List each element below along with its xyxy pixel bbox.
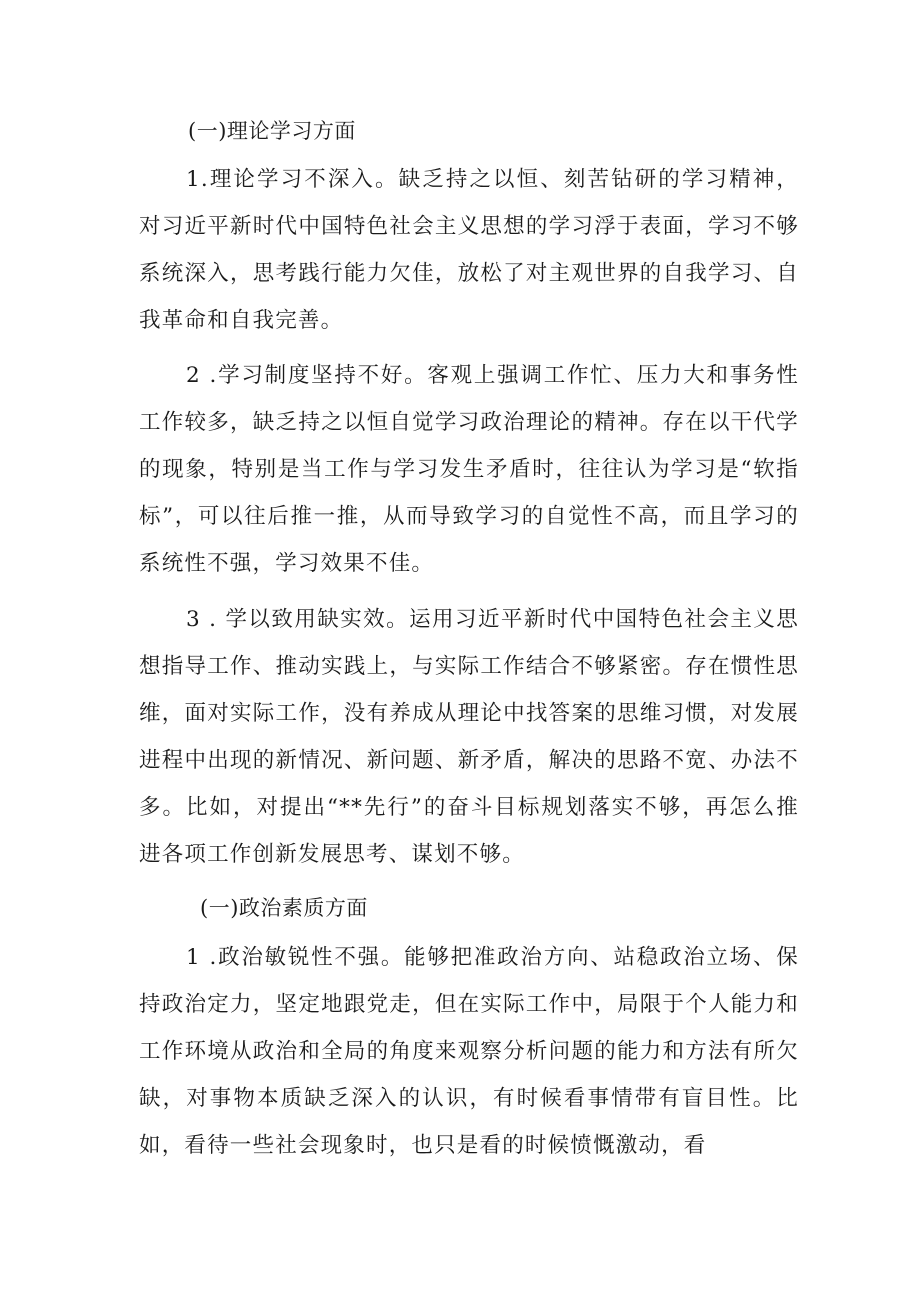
paragraph-theory-3: 3 . 学以致用缺实效。运用习近平新时代中国特色社会主义思想指导工作、推动实践上，与实际工作结合不够紧密。存在惯性思维，面对实际工作，没有养成从理论中找答案的思维习惯，对发展进程中出现的新情况、新问题、新矛盾，解决的思路不宽、办法不多。比如，对提出“**先行”的奋斗目标规划落实不够，再怎么推进各项工作创新发展思考、谋划不够。 (139, 607, 799, 867)
section-heading-political-quality: (一)政治素质方面 (200, 896, 368, 920)
paragraph-political-1: 1 .政治敏锐性不强。能够把准政治方向、站稳政治立场、保持政治定力，坚定地跟党走，但在实际工作中，局限于个人能力和工作环境从政治和全局的角度来观察分析问题的能力和方法有所欠缺，对事物本质缺乏深入的认识，有时候看事情带有盲目性。比如，看待一些社会现象时，也只是看的时候愤慨激动，看 (139, 945, 799, 1158)
paragraph-theory-2: 2 .学习制度坚持不好。客观上强调工作忙、压力大和事务性工作较多，缺乏持之以恒自觉学习政治理论的精神。存在以干代学的现象，特别是当工作与学习发生矛盾时，往往认为学习是“软指标”，可以往后推一推，从而导致学习的自觉性不高，而且学习的系统性不强，学习效果不佳。 (139, 363, 799, 576)
section-heading-theory-study: (一)理论学习方面 (188, 119, 356, 143)
paragraph-theory-1: 1.理论学习不深入。缺乏持之以恒、刻苦钻研的学习精神，对习近平新时代中国特色社会主义思想的学习浮于表面，学习不够系统深入，思考践行能力欠佳，放松了对主观世界的自我学习、自我革命和自我完善。 (139, 167, 799, 333)
